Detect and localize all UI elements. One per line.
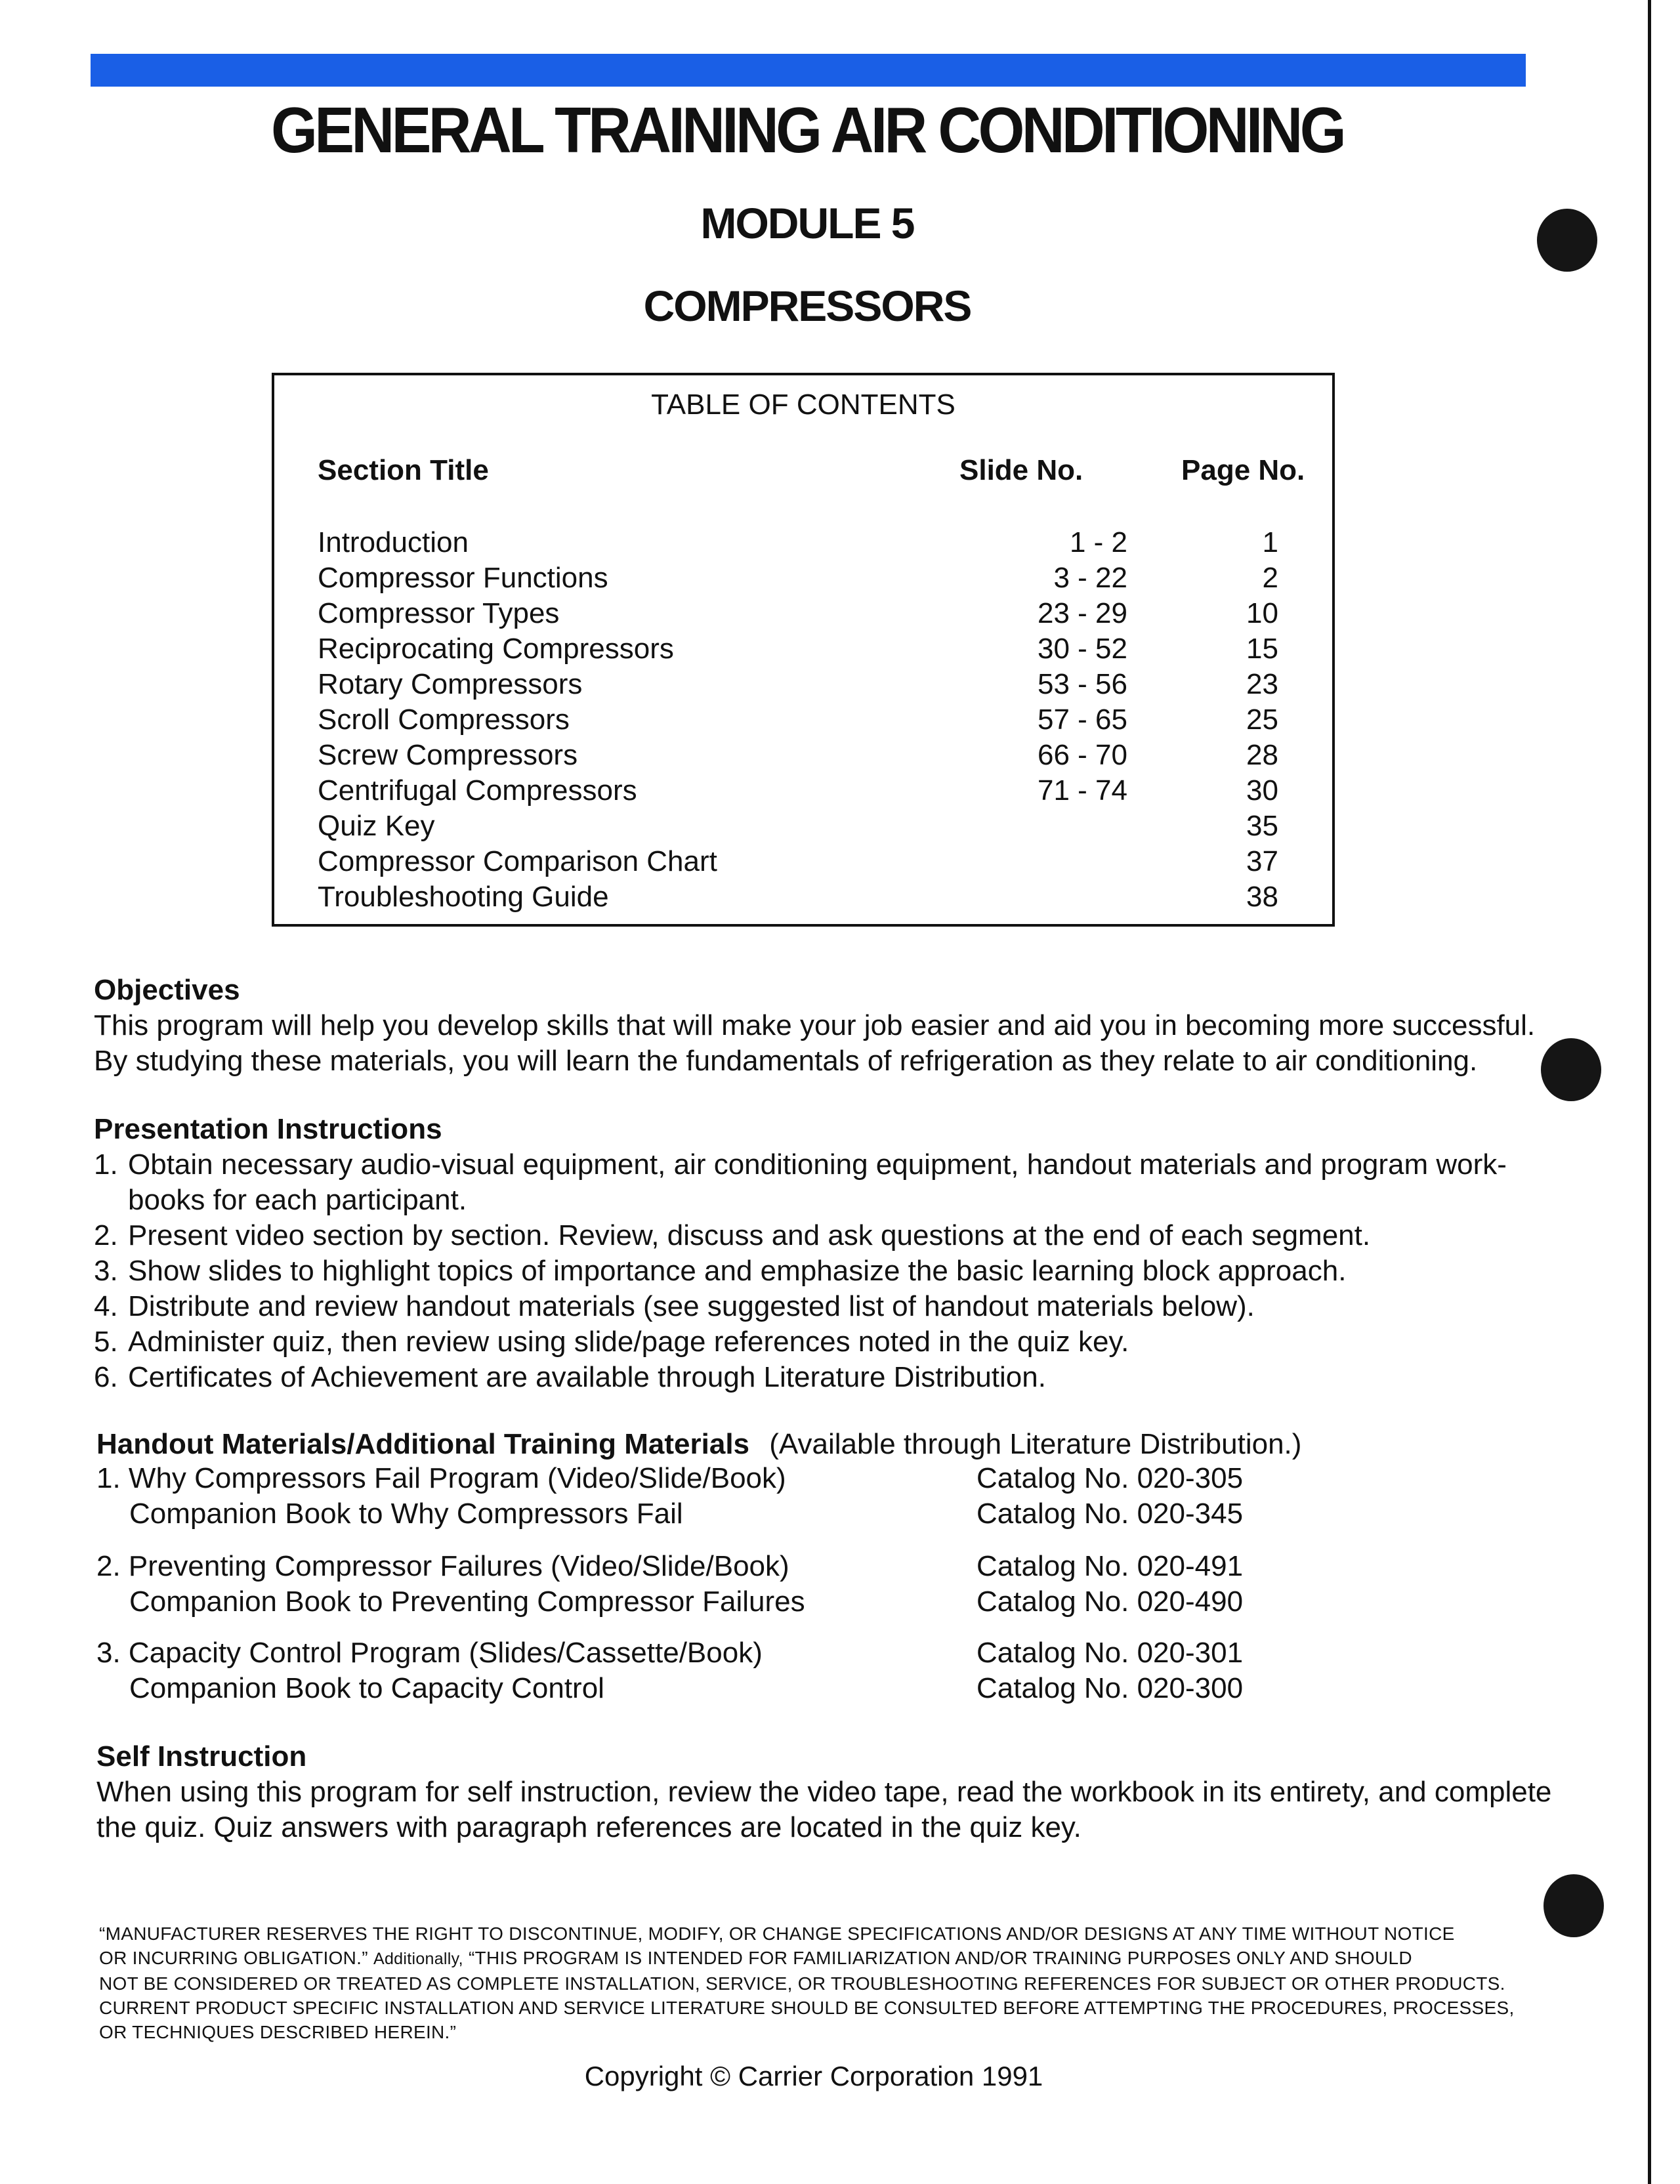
toc-heading: TABLE OF CONTENTS xyxy=(651,388,956,421)
handouts-availability: (Available through Literature Distribution.) xyxy=(769,1428,1302,1460)
toc-title: Rotary Compressors xyxy=(318,668,583,700)
copyright-notice: Copyright © Carrier Corporation 1991 xyxy=(584,2061,1043,2091)
handout-companion: Companion Book to Capacity Control xyxy=(129,1672,604,1704)
handout-companion-catalog: Catalog No. 020-345 xyxy=(976,1498,1244,1530)
item-text: books for each participant. xyxy=(128,1184,467,1216)
handout-main-catalog: Catalog No. 020-491 xyxy=(976,1550,1244,1582)
disclaimer-text: Additionally, xyxy=(373,1950,463,1968)
toc-page: 15 xyxy=(1246,633,1278,665)
toc-row xyxy=(274,881,1332,916)
toc-page: 37 xyxy=(1246,845,1278,877)
objectives-line-2: By studying these materials, you will learn the fundamentals of refrigeration as they relate to air conditioning. xyxy=(94,1045,1478,1077)
toc-title: Centrifugal Compressors xyxy=(318,774,637,807)
toc-slides: 57 - 65 xyxy=(1038,704,1127,736)
disclaimer-line: NOT BE CONSIDERED OR TREATED AS COMPLETE INSTALLATION, SERVICE, OR TROUBLESHOOTING REFERENCES FOR SUBJECT OR OTHER PRODUCTS. xyxy=(99,1973,1505,1994)
binder-hole-bottom xyxy=(1544,1874,1604,1937)
item-text: Distribute and review handout materials (see suggested list of handout materials below). xyxy=(128,1290,1255,1322)
toc-row xyxy=(274,739,1332,774)
header-color-bar xyxy=(91,54,1526,87)
disclaimer-text: “THIS PROGRAM IS INTENDED FOR FAMILIARIZATION AND/OR TRAINING PURPOSES ONLY AND SHOULD xyxy=(468,1948,1412,1968)
handout-main-catalog: Catalog No. 020-305 xyxy=(976,1462,1244,1494)
item-number: 6. xyxy=(94,1361,118,1393)
toc-title: Compressor Functions xyxy=(318,562,608,594)
toc-slides: 71 - 74 xyxy=(1038,774,1127,807)
toc-page: 2 xyxy=(1262,562,1278,594)
handout-companion: Companion Book to Preventing Compressor Failures xyxy=(129,1586,805,1618)
legal-disclaimer xyxy=(99,1922,1536,2044)
toc-row xyxy=(274,845,1332,881)
toc-row xyxy=(274,810,1332,845)
toc-column-section: Section Title xyxy=(318,454,489,486)
toc-title: Scroll Compressors xyxy=(318,704,570,736)
binder-hole-middle xyxy=(1541,1038,1601,1101)
handout-companion-catalog: Catalog No. 020-490 xyxy=(976,1586,1244,1618)
objectives-heading: Objectives xyxy=(94,974,240,1006)
disclaimer-line xyxy=(99,1946,1536,1971)
toc-row xyxy=(274,526,1332,562)
module-label: MODULE 5 xyxy=(700,199,914,247)
toc-title: Reciprocating Compressors xyxy=(318,633,674,665)
self-instruction-line-1: When using this program for self instruction, review the video tape, read the workbook in its entirety, and complete xyxy=(96,1776,1552,1808)
toc-title: Quiz Key xyxy=(318,810,435,842)
toc-page: 38 xyxy=(1246,881,1278,913)
disclaimer-line: “MANUFACTURER RESERVES THE RIGHT TO DISCONTINUE, MODIFY, OR CHANGE SPECIFICATIONS AND/OR DESIGNS AT ANY TIME WITHOUT NOTICE xyxy=(99,1923,1455,1944)
toc-title: Compressor Comparison Chart xyxy=(318,845,717,877)
disclaimer-text: OR INCURRING OBLIGATION.” xyxy=(99,1948,368,1968)
toc-row xyxy=(274,633,1332,668)
toc-page: 1 xyxy=(1262,526,1278,558)
document-title: GENERAL TRAINING AIR CONDITIONING xyxy=(271,94,1343,166)
handout-companion: Companion Book to Why Compressors Fail xyxy=(129,1498,683,1530)
toc-slides: 66 - 70 xyxy=(1038,739,1127,771)
toc-slides: 1 - 2 xyxy=(1069,526,1127,558)
toc-row xyxy=(274,774,1332,810)
toc-title: Introduction xyxy=(318,526,469,558)
toc-row xyxy=(274,704,1332,739)
objectives-line-1: This program will help you develop skills that will make your job easier and aid you in becoming more successful. xyxy=(94,1009,1536,1041)
toc-title: Compressor Types xyxy=(318,597,560,629)
handout-main: 2. Preventing Compressor Failures (Video/Slide/Book) xyxy=(96,1550,789,1582)
table-of-contents xyxy=(272,373,1335,927)
item-number: 2. xyxy=(94,1219,118,1251)
item-number: 1. xyxy=(94,1148,118,1181)
item-text: Show slides to highlight topics of importance and emphasize the basic learning block approach. xyxy=(128,1255,1347,1287)
toc-title: Screw Compressors xyxy=(318,739,578,771)
item-number: 3. xyxy=(94,1255,118,1287)
toc-slides: 30 - 52 xyxy=(1038,633,1127,665)
toc-page: 28 xyxy=(1246,739,1278,771)
toc-title: Troubleshooting Guide xyxy=(318,881,609,913)
item-text: Present video section by section. Review, discuss and ask questions at the end of each segment. xyxy=(128,1219,1371,1251)
item-text: Certificates of Achievement are available through Literature Distribution. xyxy=(128,1361,1046,1393)
item-number: 5. xyxy=(94,1326,118,1358)
self-instruction-heading: Self Instruction xyxy=(96,1740,307,1773)
page-edge-line xyxy=(1648,0,1651,2184)
toc-slides: 3 - 22 xyxy=(1053,562,1127,594)
handout-main-catalog: Catalog No. 020-301 xyxy=(976,1637,1244,1669)
item-text: Administer quiz, then review using slide/page references noted in the quiz key. xyxy=(128,1326,1129,1358)
toc-page: 10 xyxy=(1246,597,1278,629)
handouts-heading xyxy=(96,1428,1301,1461)
toc-page: 25 xyxy=(1246,704,1278,736)
item-text: Obtain necessary audio-visual equipment, air conditioning equipment, handout materials and program work- xyxy=(128,1148,1507,1181)
toc-row xyxy=(274,597,1332,633)
disclaimer-line: OR TECHNIQUES DESCRIBED HEREIN.” xyxy=(99,2022,457,2042)
toc-column-page: Page No. xyxy=(1181,454,1305,486)
disclaimer-line: CURRENT PRODUCT SPECIFIC INSTALLATION AND SERVICE LITERATURE SHOULD BE CONSULTED BEFORE ATTEMPTING THE PROCEDURES, PROCESSES, xyxy=(99,1998,1515,2018)
self-instruction-line-2: the quiz. Quiz answers with paragraph references are located in the quiz key. xyxy=(96,1811,1082,1843)
toc-page: 35 xyxy=(1246,810,1278,842)
handout-main: 1. Why Compressors Fail Program (Video/Slide/Book) xyxy=(96,1462,786,1494)
handout-main: 3. Capacity Control Program (Slides/Cassette/Book) xyxy=(96,1637,763,1669)
toc-column-slide: Slide No. xyxy=(959,454,1083,486)
item-number: 4. xyxy=(94,1290,118,1322)
handout-companion-catalog: Catalog No. 020-300 xyxy=(976,1672,1244,1704)
toc-page: 30 xyxy=(1246,774,1278,807)
toc-page: 23 xyxy=(1246,668,1278,700)
presentation-heading: Presentation Instructions xyxy=(94,1113,442,1145)
toc-row xyxy=(274,562,1332,597)
toc-row xyxy=(274,668,1332,704)
toc-slides: 53 - 56 xyxy=(1038,668,1127,700)
toc-slides: 23 - 29 xyxy=(1038,597,1127,629)
handouts-heading-text: Handout Materials/Additional Training Materials xyxy=(96,1428,750,1460)
module-subject: COMPRESSORS xyxy=(643,282,971,330)
